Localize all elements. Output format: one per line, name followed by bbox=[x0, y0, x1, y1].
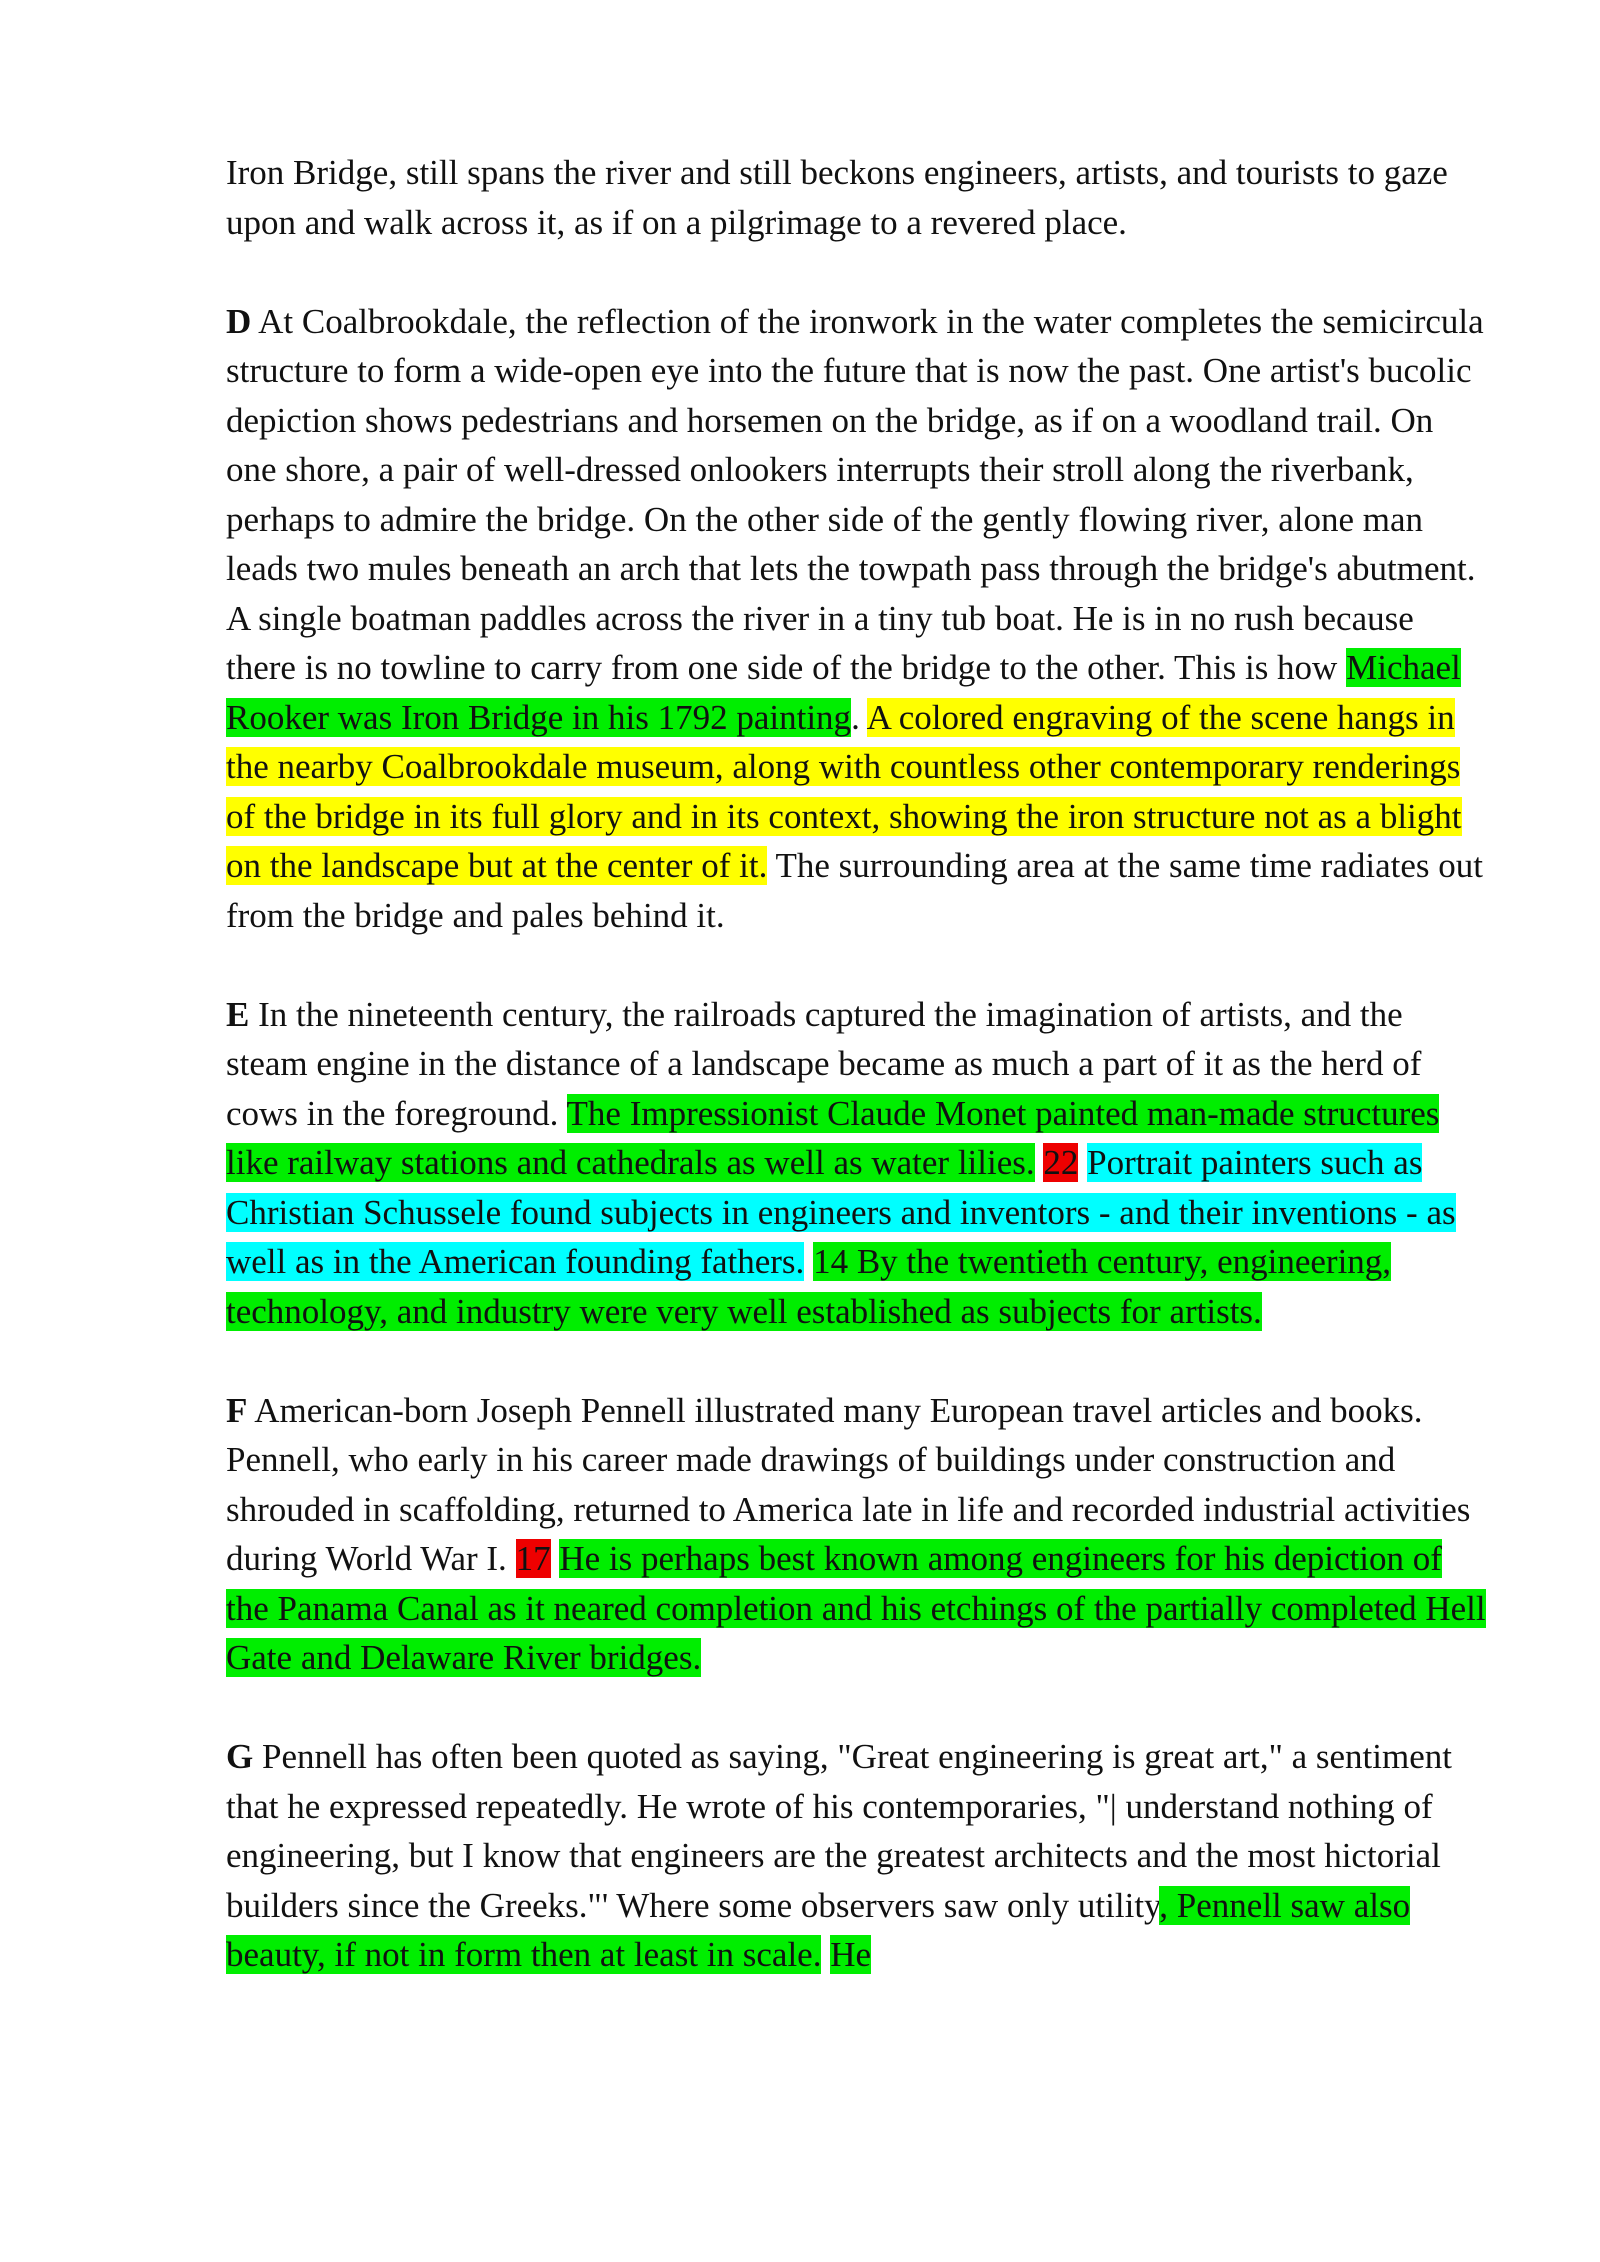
paragraph-letter: D bbox=[226, 301, 252, 341]
highlighted-text-green: He is perhaps best known among engineers for his depiction of the Panama Canal as it neared completion and his etchings of the partially completed Hell Gate and Delaware River bridges. bbox=[226, 1539, 1486, 1677]
question-number-marker: 22 bbox=[1043, 1143, 1079, 1182]
paragraph-f bbox=[226, 1386, 1488, 1683]
highlighted-text-green: Michael Rooker was Iron Bridge in his 1792 painting bbox=[226, 648, 1461, 737]
text-run bbox=[1078, 1143, 1087, 1182]
paragraph-letter: E bbox=[226, 994, 250, 1034]
highlighted-text-green: The Impressionist Claude Monet painted man-made structures like railway stations and cathedrals as well as water lilies. bbox=[226, 1093, 1440, 1182]
highlighted-text-green: , Pennell saw also beauty, if not in form then at least in scale. bbox=[226, 1885, 1411, 1974]
paragraph-continuation bbox=[226, 148, 1488, 247]
paragraph-g bbox=[226, 1732, 1488, 1980]
text-run bbox=[804, 1242, 813, 1281]
text-run bbox=[821, 1935, 830, 1974]
text-run: Pennell has often been quoted as saying, "Great engineering is great art," a sentiment that he expressed repeatedly. He wrote of his contemporaries, "| understand nothing of engineering, but I know that engineers are the greatest architects and the most hictorial builders since the Greeks."' Where some observers saw only utility bbox=[226, 1737, 1452, 1925]
highlighted-text-yellow: A colored engraving of the scene hangs in the nearby Coalbrookdale museum, along with countless other contemporary renderings of the bridge in its full glory and in its context, showing the iron structure not as a blight on the landscape but at the center of it. bbox=[226, 697, 1462, 885]
text-run: The surrounding area at the same time radiates out from the bridge and pales behind it. bbox=[226, 846, 1483, 935]
text-run: American-born Joseph Pennell illustrated many European travel articles and books. Pennell, who early in his career made drawings of buildings under construction and shrouded in scaffolding, returned to America late in life and recorded industrial activities during World War I. bbox=[226, 1390, 1471, 1578]
question-number-marker: 17 bbox=[515, 1539, 551, 1578]
highlighted-text-green: He bbox=[830, 1935, 872, 1974]
paragraph-e bbox=[226, 990, 1488, 1337]
text-run: Iron Bridge, still spans the river and still beckons engineers, artists, and tourists to gaze upon and walk across it, as if on a pilgrimage to a revered place. bbox=[226, 153, 1448, 242]
highlighted-text-green: 14 By the twentieth century, engineering, technology, and industry were very well established as subjects for artists. bbox=[226, 1242, 1392, 1331]
text-run bbox=[551, 1539, 560, 1578]
text-run: In the nineteenth century, the railroads captured the imagination of artists, and the steam engine in the distance of a landscape became as much a part of it as the herd of cows in the foreground. bbox=[226, 994, 1422, 1133]
paragraph-letter: F bbox=[226, 1390, 248, 1430]
highlighted-text-cyan: Portrait painters such as Christian Schussele found subjects in engineers and inventors - and their inventions - as well as in the American founding fathers. bbox=[226, 1143, 1456, 1281]
paragraph-letter: G bbox=[226, 1737, 254, 1776]
text-run: At Coalbrookdale, the reflection of the ironwork in the water completes the semicircula structure to form a wide-open eye into the future that is now the past. One artist's bucolic depiction shows pedestrians and horsemen on the bridge, as if on a woodland trail. On one shore, a pair of well-dressed onlookers interrupts their stroll along the riverbank, perhaps to admire the bridge. On the other side of the gently flowing river, alone man leads two mules beneath an arch that lets the towpath pass through the bridge's abutment. A single boatman paddles across the river in a tiny tub boat. He is in no rush because there is no towline to carry from one side of the bridge to the other. This is how bbox=[226, 301, 1484, 687]
document-page bbox=[226, 148, 1488, 2029]
paragraph-d bbox=[226, 297, 1488, 941]
text-run: . bbox=[851, 697, 867, 737]
